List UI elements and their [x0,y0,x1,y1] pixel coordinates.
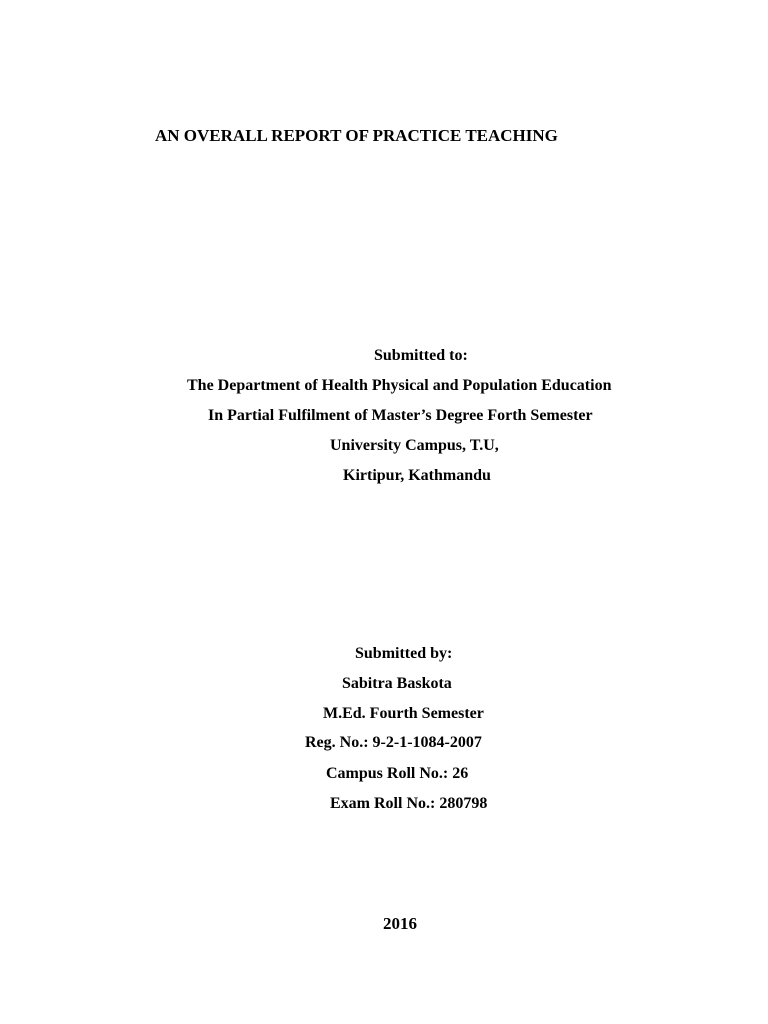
submission-year: 2016 [383,914,417,933]
student-program: M.Ed. Fourth Semester [323,705,484,722]
campus-roll-number: Campus Roll No.: 26 [326,765,469,782]
submitted-by-heading: Submitted by: [355,645,453,662]
campus-name: University Campus, T.U, [330,437,499,454]
department-name: The Department of Health Physical and Population Education [187,377,612,394]
report-title: AN OVERALL REPORT OF PRACTICE TEACHING [155,126,558,145]
exam-roll-number: Exam Roll No.: 280798 [330,795,488,812]
campus-location: Kirtipur, Kathmandu [343,467,491,484]
registration-number: Reg. No.: 9-2-1-1084-2007 [305,734,482,751]
submitted-to-heading: Submitted to: [374,347,468,364]
student-name: Sabitra Baskota [342,675,452,692]
submission-purpose: In Partial Fulfilment of Master’s Degree Forth Semester [208,407,593,424]
